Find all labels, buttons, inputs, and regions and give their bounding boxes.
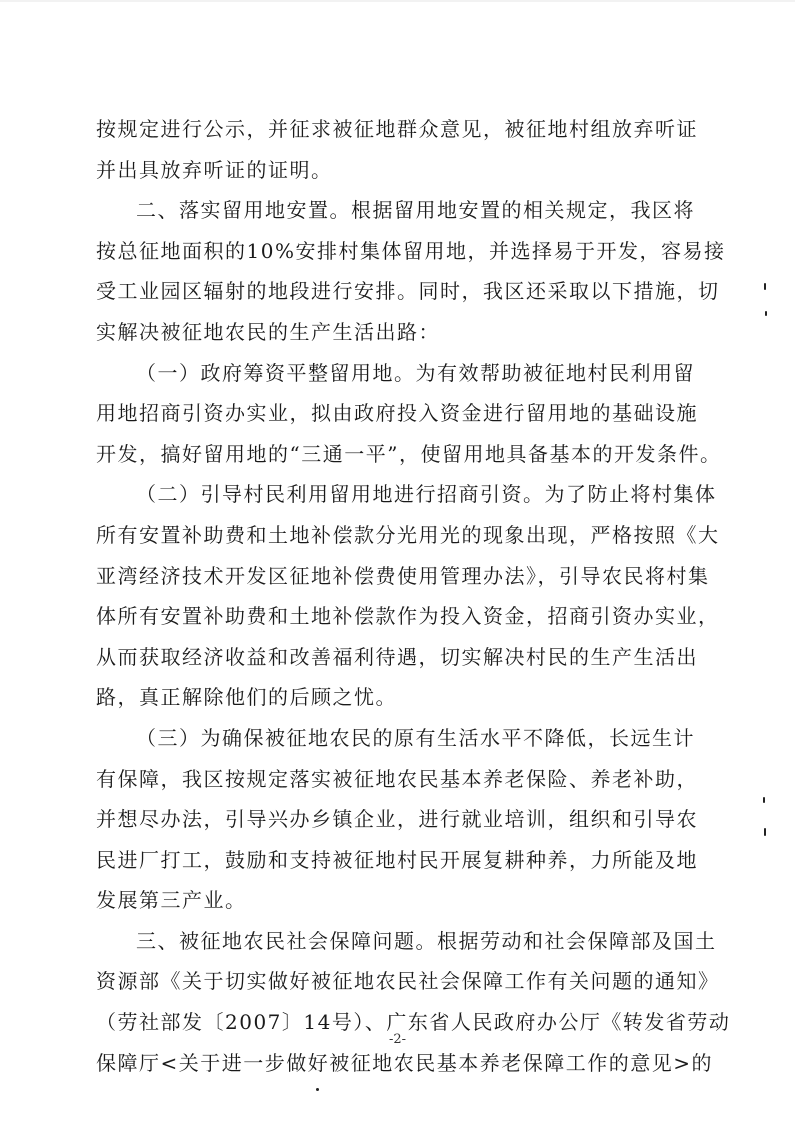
text-line: 受工业园区辐射的地段进行安排。同时，我区还采取以下措施，切 [96, 279, 720, 304]
scan-mark [763, 797, 765, 803]
scan-mark [764, 283, 766, 290]
text-line: 保障厅<关于进一步做好被征地农民基本养老保障工作的意见>的 [96, 1050, 714, 1075]
text-line: 民进厂打工，鼓励和支持被征地村民开展复耕种养，力所能及地 [96, 847, 698, 872]
document-body [96, 109, 731, 1083]
scan-dot [316, 1088, 319, 1091]
paragraph-heading-3: 三、被征地农民社会保障问题。根据劳动和社会保障部及国土 [136, 928, 717, 953]
text-line: 并想尽办法，引导兴办乡镇企业，进行就业培训，组织和引导农 [96, 807, 698, 832]
sub-item-3: （三）为确保被征地农民的原有生活水平不降低，长远生计 [136, 725, 695, 750]
text-line: 所有安置补助费和土地补偿款分光用光的现象出现，严格按照《大 [96, 522, 720, 547]
paragraph-heading-2: 二、落实留用地安置。根据留用地安置的相关规定，我区将 [136, 198, 695, 223]
text-line: 资源部《关于切实做好被征地农民社会保障工作有关问题的通知》 [96, 969, 720, 994]
sub-item-2: （二）引导村民利用留用地进行招商引资。为了防止将村集体 [136, 482, 717, 507]
text-line: （劳社部发〔2007〕14号）、广东省人民政府办公厅《转发省劳动 [96, 1010, 731, 1035]
text-line: 开发，搞好留用地的“三通一平”，使留用地具备基本的开发条件。 [96, 441, 722, 466]
text-line: 并出具放弃听证的证明。 [96, 157, 333, 182]
text-line: 按总征地面积的10%安排村集体留用地，并选择易于开发，容易接 [96, 238, 726, 263]
text-line: 有保障，我区按规定落实被征地农民基本养老保险、养老补助， [96, 766, 698, 791]
scan-edge [0, 0, 795, 2]
scan-mark [765, 311, 767, 316]
text-line: 实解决被征地农民的生产生活出路： [96, 319, 440, 344]
text-line: 亚湾经济技术开发区征地补偿费使用管理办法》，引导农民将村集 [96, 563, 710, 588]
page-number: -2- [388, 1032, 407, 1047]
text-line: 从而获取经济收益和改善福利待遇，切实解决村民的生产生活出 [96, 644, 698, 669]
text-line: 路，真正解除他们的后顾之忧。 [96, 685, 397, 710]
text-line: 体所有安置补助费和土地补偿款作为投入资金，招商引资办实业， [96, 604, 720, 629]
text-line: 用地招商引资办实业，拟由政府投入资金进行留用地的基础设施 [96, 401, 698, 426]
sub-item-1: （一）政府筹资平整留用地。为有效帮助被征地村民利用留 [136, 360, 695, 385]
text-line: 按规定进行公示，并征求被征地群众意见，被征地村组放弃听证 [96, 117, 698, 141]
scan-mark [764, 828, 766, 836]
text-line: 发展第三产业。 [96, 888, 247, 913]
